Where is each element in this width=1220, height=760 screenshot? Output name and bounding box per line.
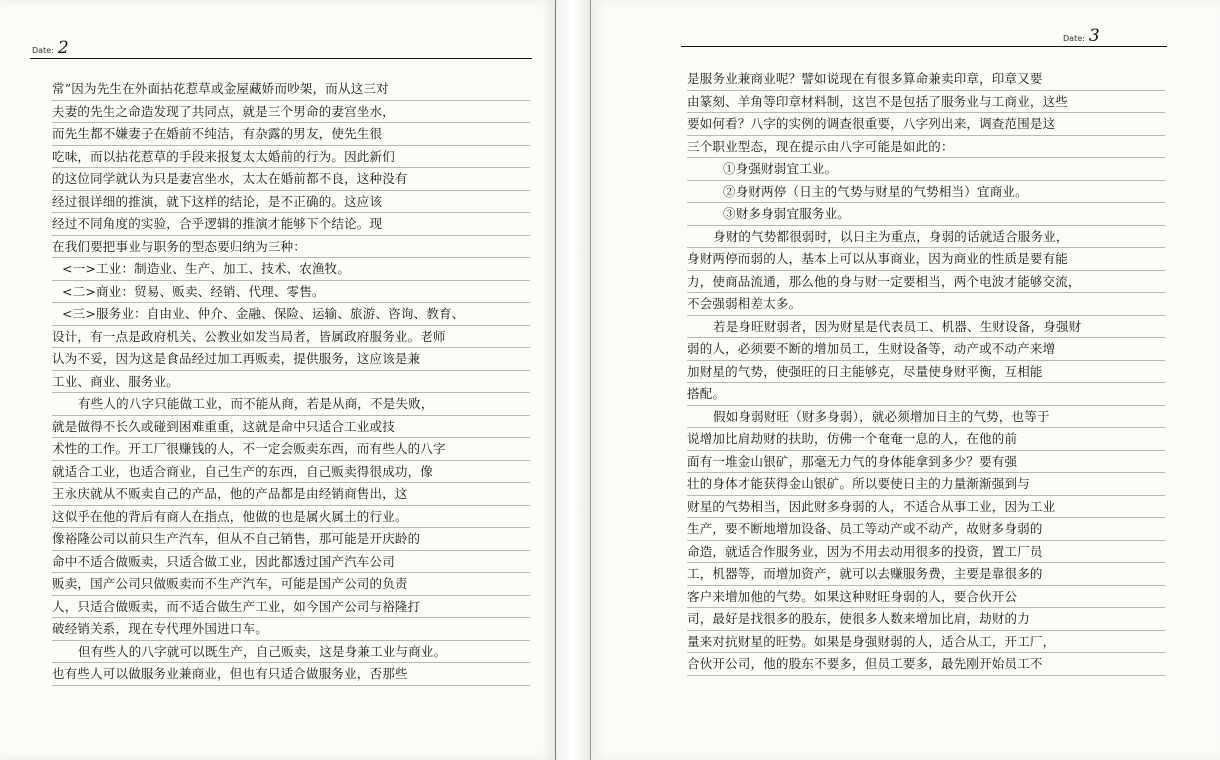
left-text-line: 经过不同角度的实验，合乎逻辑的推演才能够下个结论。现 [52,213,530,236]
right-text-line: 要如何看？八字的实例的调查很重要，八字列出来，调查范围是这 [687,113,1165,136]
right-text-line: 弱的人，必须要不断的增加员工，生财设备等，动产或不动产来增 [687,338,1165,361]
left-text-line: <一>工业：制造业、生产、加工、技术、农渔牧。 [52,258,530,281]
right-date [1063,26,1100,46]
left-text-line: 贩卖，国产公司只做贩卖而不生产汽车，可能是国产公司的负责 [52,573,530,596]
right-text-line: 量来对抗财星的旺势。如果是身强财弱的人，适合从工，开工厂， [687,631,1165,654]
right-text-line: ①身强财弱宜工业。 [687,158,1165,181]
left-text-line: 术性的工作。开工厂很赚钱的人，不一定会贩卖东西，而有些人的八字 [52,438,530,461]
book-gutter [556,0,590,760]
right-text-line: 说增加比肩劫财的扶助，仿佛一个奄奄一息的人，在他的前 [687,428,1165,451]
left-text-line: 在我们要把事业与职务的型态要归纳为三种： [52,236,530,259]
left-text-line: 经过很详细的推演，就下这样的结论，是不正确的。这应该 [52,191,530,214]
left-text-line: 工业、商业、服务业。 [52,371,530,394]
right-page-text [687,68,1165,676]
right-page [590,0,1220,760]
left-text-line: 像裕隆公司以前只生产汽车，但从不自己销售，那可能是开庆龄的 [52,528,530,551]
right-text-line: ③财多身弱宜服务业。 [687,203,1165,226]
left-header-rule [30,58,532,59]
right-text-line: 不会强弱相差太多。 [687,293,1165,316]
right-text-line: 三个职业型态，现在提示由八字可能是如此的： [687,136,1165,159]
right-text-line: 假如身弱财旺（财多身弱），就必须增加日主的气势，也等于 [687,406,1165,429]
right-text-line: 身财的气势都很弱时，以日主为重点，身弱的话就适合服务业， [687,226,1165,249]
right-text-line: 财星的气势相当，因此财多身弱的人，不适合从事工业，因为工业 [687,496,1165,519]
left-text-line: 设计，有一点是政府机关、公教业如发当局者，皆属政府服务业。老师 [52,326,530,349]
right-text-line: 命造，就适合作服务业，因为不用去动用很多的投资，置工厂员 [687,541,1165,564]
right-text-line: 由篆刻、羊角等印章材料制，这岂不是包括了服务业与工商业，这些 [687,91,1165,114]
left-text-line: 也有些人可以做服务业兼商业，但也有只适合做服务业，否那些 [52,663,530,686]
left-text-line: 人，只适合做贩卖，而不适合做生产工业，如今国产公司与裕隆打 [52,596,530,619]
left-text-line: <三>服务业：自由业、仲介、金融、保险、运输、旅游、咨询、教育、 [52,303,530,326]
right-text-line: 搭配。 [687,383,1165,406]
right-page-number: 3 [1088,26,1100,46]
left-text-line: 破经销关系，现在专代理外国进口车。 [52,618,530,641]
left-text-line: 的这位同学就认为只是妻宫坐水，太太在婚前都不良，这种没有 [52,168,530,191]
right-date-label: Date: [1063,34,1085,43]
right-text-line: 加财星的气势，使强旺的日主能够克，尽量使身财平衡，互相能 [687,361,1165,384]
left-text-line: 夫妻的先生之命造发现了共同点，就是三个男命的妻宫坐水， [52,101,530,124]
left-page [0,0,556,760]
right-text-line: 壮的身体才能获得金山银矿。所以要使日主的力量渐渐强到与 [687,473,1165,496]
left-page-text [52,78,530,686]
left-date [32,38,69,58]
left-text-line: 认为不妥，因为这是食品经过加工再贩卖，提供服务，这应该是兼 [52,348,530,371]
left-page-number: 2 [57,38,69,58]
left-text-line: 命中不适合做贩卖，只适合做工业，因此都透过国产汽车公司 [52,551,530,574]
right-text-line: ②身财两停（日主的气势与财星的气势相当）宜商业。 [687,181,1165,204]
left-text-line: 而先生都不嫌妻子在婚前不纯洁，有杂露的男友，使先生很 [52,123,530,146]
right-text-line: 若是身旺财弱者，因为财星是代表员工、机器、生财设备，身强财 [687,316,1165,339]
right-text-line: 工，机器等，而增加资产，就可以去赚服务费，主要是靠很多的 [687,563,1165,586]
left-text-line: 就适合工业，也适合商业，自己生产的东西，自己贩卖得很成功，像 [52,461,530,484]
right-text-line: 力，使商品流通，那么他的身与财一定要相当，两个电波才能够交流， [687,271,1165,294]
left-text-line: 但有些人的八字就可以既生产，自己贩卖，这是身兼工业与商业。 [52,641,530,664]
left-text-line: 常”因为先生在外面拈花惹草或金屋藏娇而吵架，而从这三对 [52,78,530,101]
right-text-line: 客户来增加他的气势。如果这种财旺身弱的人，要合伙开公 [687,586,1165,609]
right-text-line: 司，最好是找很多的股东，使很多人数来增加比肩，劫财的力 [687,608,1165,631]
left-text-line: 有些人的八字只能做工业，而不能从商，若是从商，不是失败， [52,393,530,416]
left-text-line: 王永庆就从不贩卖自己的产品，他的产品都是由经销商售出，这 [52,483,530,506]
left-date-label: Date: [32,46,54,55]
right-text-line: 合伙开公司，他的股东不要多，但员工要多，最先刚开始员工不 [687,653,1165,676]
left-text-line: 吃味，而以拈花惹草的手段来报复太太婚前的行为。因此新们 [52,146,530,169]
right-header-rule [681,46,1167,47]
right-text-line: 身财两停而弱的人，基本上可以从事商业，因为商业的性质是要有能 [687,248,1165,271]
left-text-line: <二>商业：贸易、贩卖、经销、代理、零售。 [52,281,530,304]
right-text-line: 生产，要不断地增加设备、员工等动产或不动产，故财多身弱的 [687,518,1165,541]
right-text-line: 是服务业兼商业呢？譬如说现在有很多算命兼卖印章，印章又要 [687,68,1165,91]
left-text-line: 就是做得不长久或碰到困难重重，这就是命中只适合工业或技 [52,416,530,439]
left-text-line: 这似乎在他的背后有商人在指点，他做的也是属火属土的行业。 [52,506,530,529]
right-text-line: 面有一堆金山银矿，那毫无力气的身体能拿到多少？要有强 [687,451,1165,474]
